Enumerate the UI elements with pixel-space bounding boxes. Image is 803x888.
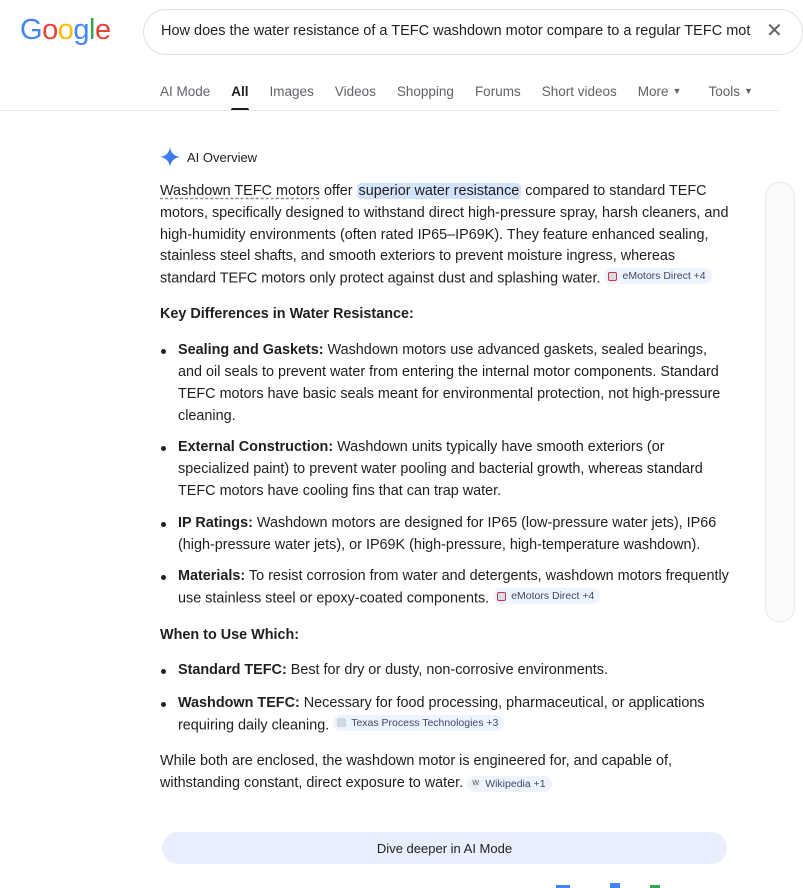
term-link[interactable]: Washdown TEFC motors [160,183,320,199]
logo-letter: G [20,14,43,46]
intro-text: compared to standard TEFC motors, specifically designed to withstand direct high-pressure spray, harsh cleaners, and high-humidity environments (often rated IP65–IP69K). They feature enhanced sealing, stainless steel shafts, and smooth exteriors to prevent moisture ingress, whereas standard TEFC motors only protect against dust and splashing water. [160,183,729,287]
chip-label: eMotors Direct +4 [622,270,706,283]
tabs-divider [0,110,779,111]
logo-letter: o [42,14,58,46]
tab-images[interactable] [270,84,314,111]
google-logo-peek [556,880,666,888]
chip-label: Wikipedia +1 [485,777,546,790]
chip-label: eMotors Direct +4 [511,590,595,603]
highlighted-phrase: superior water resistance [358,183,520,199]
tab-label: More [637,84,669,99]
item-text: Best for dry or dusty, non-corrosive environments. [286,662,608,679]
list-item [160,660,730,682]
item-title: Materials: [178,568,246,585]
wikipedia-favicon-icon: W [472,780,479,788]
item-title: External Construction: [178,439,334,456]
side-panel [765,182,795,622]
section-heading: When to Use Which: [160,626,300,643]
tab-label: Tools [708,84,740,99]
texas-favicon-icon [337,718,346,727]
tab-more[interactable] [638,84,682,111]
chip-label: Texas Process Technologies +3 [351,716,499,729]
tab-label: AI Mode [160,84,211,99]
search-tabs [160,84,774,111]
intro-paragraph [160,181,730,290]
tab-label: Images [269,84,314,99]
sparkle-icon [159,146,181,168]
tab-all[interactable] [231,84,248,111]
item-text: Necessary for food processing, pharmaceutical, or applications requiring daily cleaning. [178,695,705,734]
conclusion-paragraph [160,751,730,795]
ai-overview-content [160,181,730,795]
item-title: Standard TEFC: [178,662,287,679]
tab-label: Shopping [396,84,454,99]
logo-letter: o [57,14,74,46]
chevron-down-icon: ▼ [672,86,682,96]
emotors-favicon-icon [497,592,506,601]
item-text: Washdown motors are designed for IP65 (low-pressure water jets), IP66 (high-pressure water jets), or IP69K (high-pressure, high-temperature washdown). [178,514,717,553]
tab-label: Short videos [541,84,617,99]
source-chip[interactable] [333,715,504,731]
tab-ai-mode[interactable] [160,84,210,111]
list-item [160,566,730,610]
list-item [160,513,730,557]
list-item [160,340,730,427]
item-text: Washdown motors use advanced gaskets, sealed bearings, and oil seals to prevent water from entering the internal motor components. Standard TEFC motors have basic seals meant for environmental protection, not high-pressure cleaning. [178,342,721,424]
tab-forums[interactable] [475,84,521,111]
item-title: IP Ratings: [178,514,253,531]
usage-list [160,660,730,737]
item-text: Washdown units typically have smooth exteriors (or specialized paint) to prevent water pooling and bacterial growth, whereas standard TEFC motors have cooling fins that can trap water. [178,439,703,500]
list-item [160,437,730,502]
logo-letter: g [73,14,89,46]
source-chip[interactable] [604,268,711,284]
item-text: To resist corrosion from water and detergents, washdown motors frequently use stainless steel or epoxy-coated components. [178,568,729,607]
tab-label: Forums [474,84,521,99]
close-icon[interactable]: ✕ [766,20,783,42]
google-logo[interactable] [20,14,111,47]
chevron-down-icon: ▼ [743,86,753,96]
search-input[interactable]: How does the water resistance of a TEFC washdown motor compare to a regular TEFC mot [161,23,751,39]
search-box[interactable] [143,9,803,55]
tab-tools[interactable] [708,84,752,111]
item-title: Washdown TEFC: [178,695,300,712]
item-title: Sealing and Gaskets: [178,342,324,359]
tab-label: All [231,84,249,99]
intro-text: offer [319,183,357,199]
logo-letter: e [94,14,111,46]
tab-label: Videos [334,84,376,99]
differences-list [160,340,730,610]
logo-letter: l [88,14,95,46]
ai-overview-header [159,146,257,168]
dive-deeper-button[interactable]: Dive deeper in AI Mode [162,832,727,864]
ai-overview-title: AI Overview [187,149,258,165]
conclusion-text: While both are enclosed, the washdown motor is engineered for, and capable of, withstanding constant, direct exposure to water. [160,753,672,792]
tab-videos[interactable] [335,84,376,111]
list-item [160,693,730,737]
tab-short-videos[interactable] [542,84,617,111]
source-chip[interactable] [493,588,600,604]
source-chip[interactable] [467,776,551,792]
section-heading: Key Differences in Water Resistance: [160,306,414,323]
tab-shopping[interactable] [397,84,454,111]
emotors-favicon-icon [608,272,617,281]
